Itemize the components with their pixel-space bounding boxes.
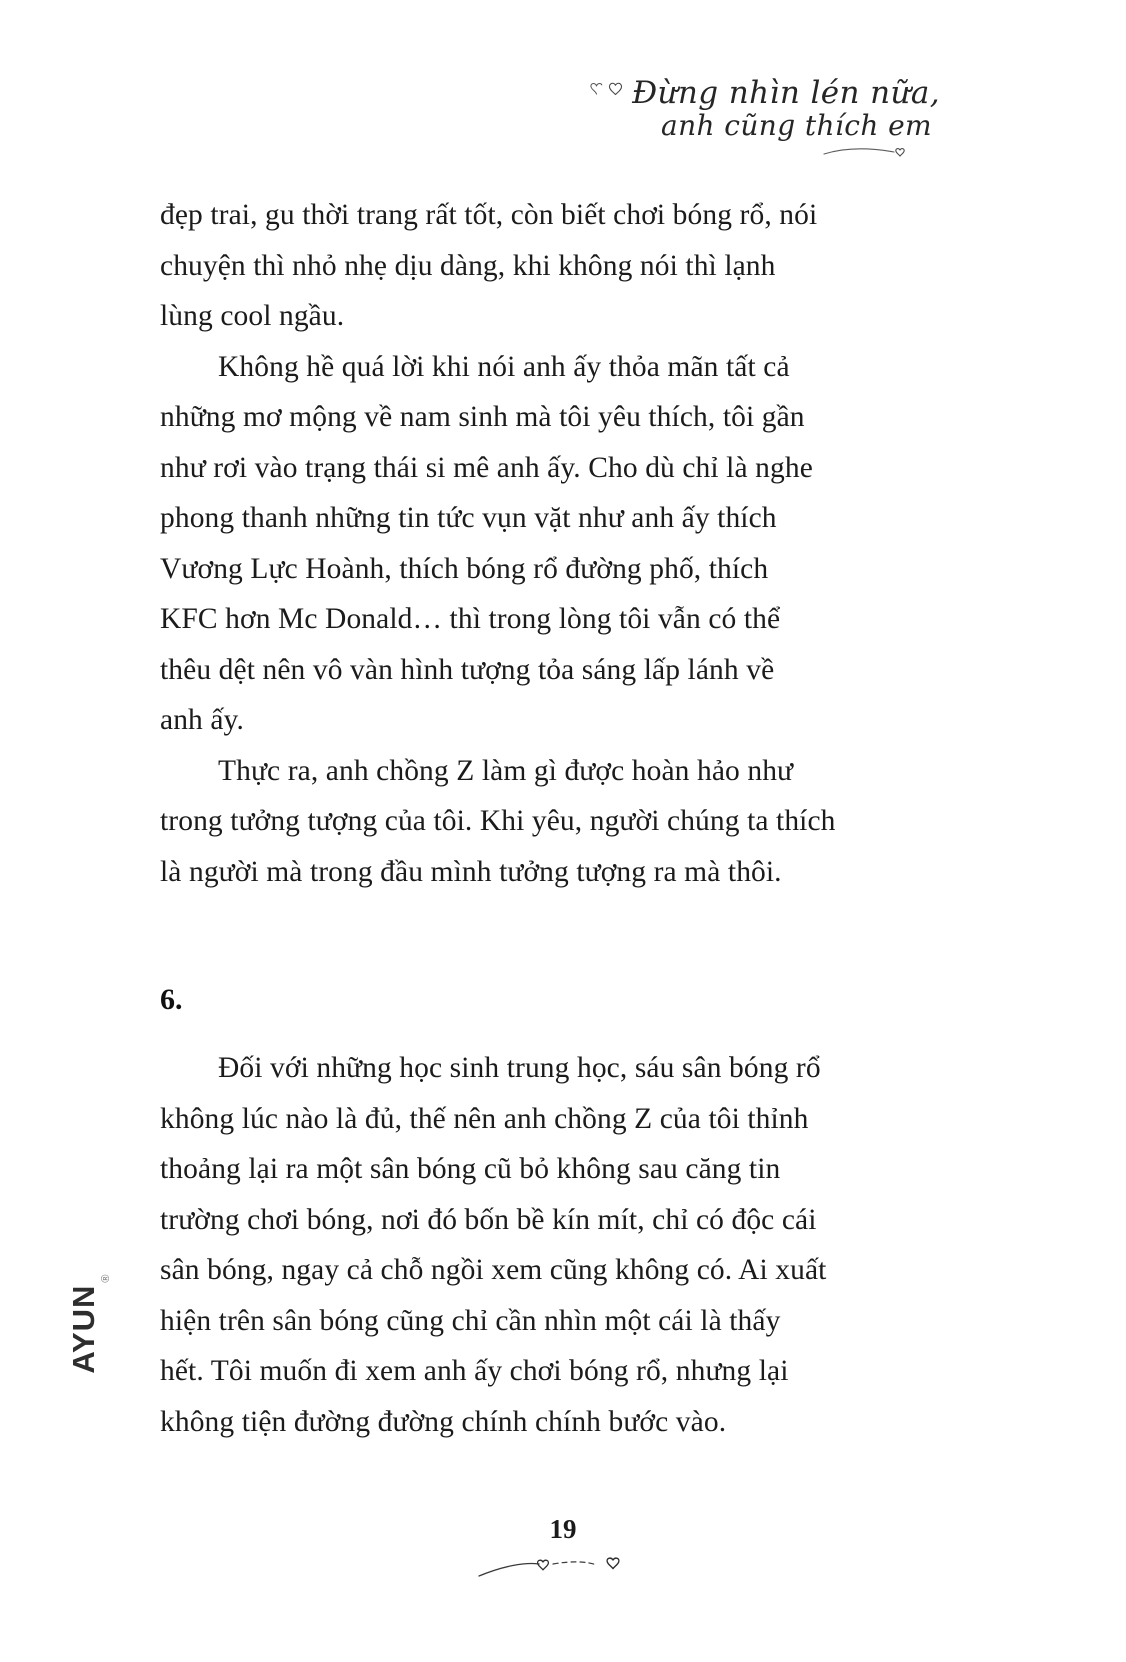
text-line: không tiện đường đường chính chính bước vào.	[160, 1405, 727, 1438]
text-line: không lúc nào là đủ, thế nên anh chồng Z của tôi thỉnh	[160, 1102, 809, 1135]
text-line: là người mà trong đầu mình tưởng tượng ra mà thôi.	[160, 855, 782, 888]
text-line: thoảng lại ra một sân bóng cũ bỏ không sau căng tin	[160, 1153, 781, 1185]
running-head-swash-ornament	[822, 142, 932, 162]
running-head	[520, 75, 940, 142]
registered-trademark-icon: ®	[100, 1274, 112, 1283]
page-footer	[0, 1516, 1126, 1584]
running-head-line-1: Đừng nhìn lén nữa,	[632, 75, 940, 111]
page-number: 19	[549, 1514, 577, 1544]
heart-swash-icon	[473, 1550, 653, 1584]
text-line: hiện trên sân bóng cũng chỉ cần nhìn một cái là thấy	[160, 1304, 781, 1337]
text-line: hết. Tôi muốn đi xem anh ấy chơi bóng rổ, nhưng lại	[160, 1355, 789, 1387]
section-number: 6.	[160, 983, 183, 1016]
body-text-column	[160, 190, 900, 1447]
imprint-name: AYUN	[66, 1284, 101, 1374]
text-line: phong thanh những tin tức vụn vặt như anh ấy thích	[160, 502, 777, 534]
text-line: đẹp trai, gu thời trang rất tốt, còn biết chơi bóng rổ, nói	[160, 199, 818, 231]
text-line: anh ấy.	[160, 704, 244, 736]
section-spacer-bottom	[160, 1025, 900, 1043]
text-line: Thực ra, anh chồng Z làm gì được hoàn hảo như	[218, 754, 794, 787]
text-line: chuyện thì nhỏ nhẹ dịu dàng, khi không nói thì lạnh	[160, 249, 776, 282]
footer-ornament	[0, 1550, 1126, 1584]
paragraph-3	[160, 746, 900, 898]
text-line: những mơ mộng về nam sinh mà tôi yêu thích, tôi gần	[160, 401, 805, 433]
text-line: sân bóng, ngay cả chỗ ngồi xem cũng không có. Ai xuất	[160, 1254, 827, 1286]
paragraph-4	[160, 1043, 900, 1447]
text-line: Đối với những học sinh trung học, sáu sân bóng rổ	[218, 1052, 821, 1084]
text-line: Không hề quá lời khi nói anh ấy thỏa mãn tất cả	[218, 350, 790, 383]
publisher-imprint	[52, 1258, 116, 1390]
section-spacer	[160, 897, 900, 975]
heart-ornament-icon	[589, 80, 624, 97]
text-line: trong tưởng tượng của tôi. Khi yêu, người chúng ta thích	[160, 805, 836, 837]
text-line: KFC hơn Mc Donald… thì trong lòng tôi vẫn có thể	[160, 603, 781, 635]
text-line: như rơi vào trạng thái si mê anh ấy. Cho dù chỉ là nghe	[160, 451, 813, 484]
text-line: lùng cool ngầu.	[160, 300, 345, 332]
running-head-line-2: anh cũng thích em	[660, 108, 932, 142]
paragraph-2	[160, 342, 900, 746]
text-line: trường chơi bóng, nơi đó bốn bề kín mít, chỉ có độc cái	[160, 1203, 817, 1236]
text-line: Vương Lực Hoành, thích bóng rổ đường phố, thích	[160, 552, 769, 585]
text-line: thêu dệt nên vô vàn hình tượng tỏa sáng lấp lánh về	[160, 653, 775, 686]
paragraph-1	[160, 190, 900, 342]
